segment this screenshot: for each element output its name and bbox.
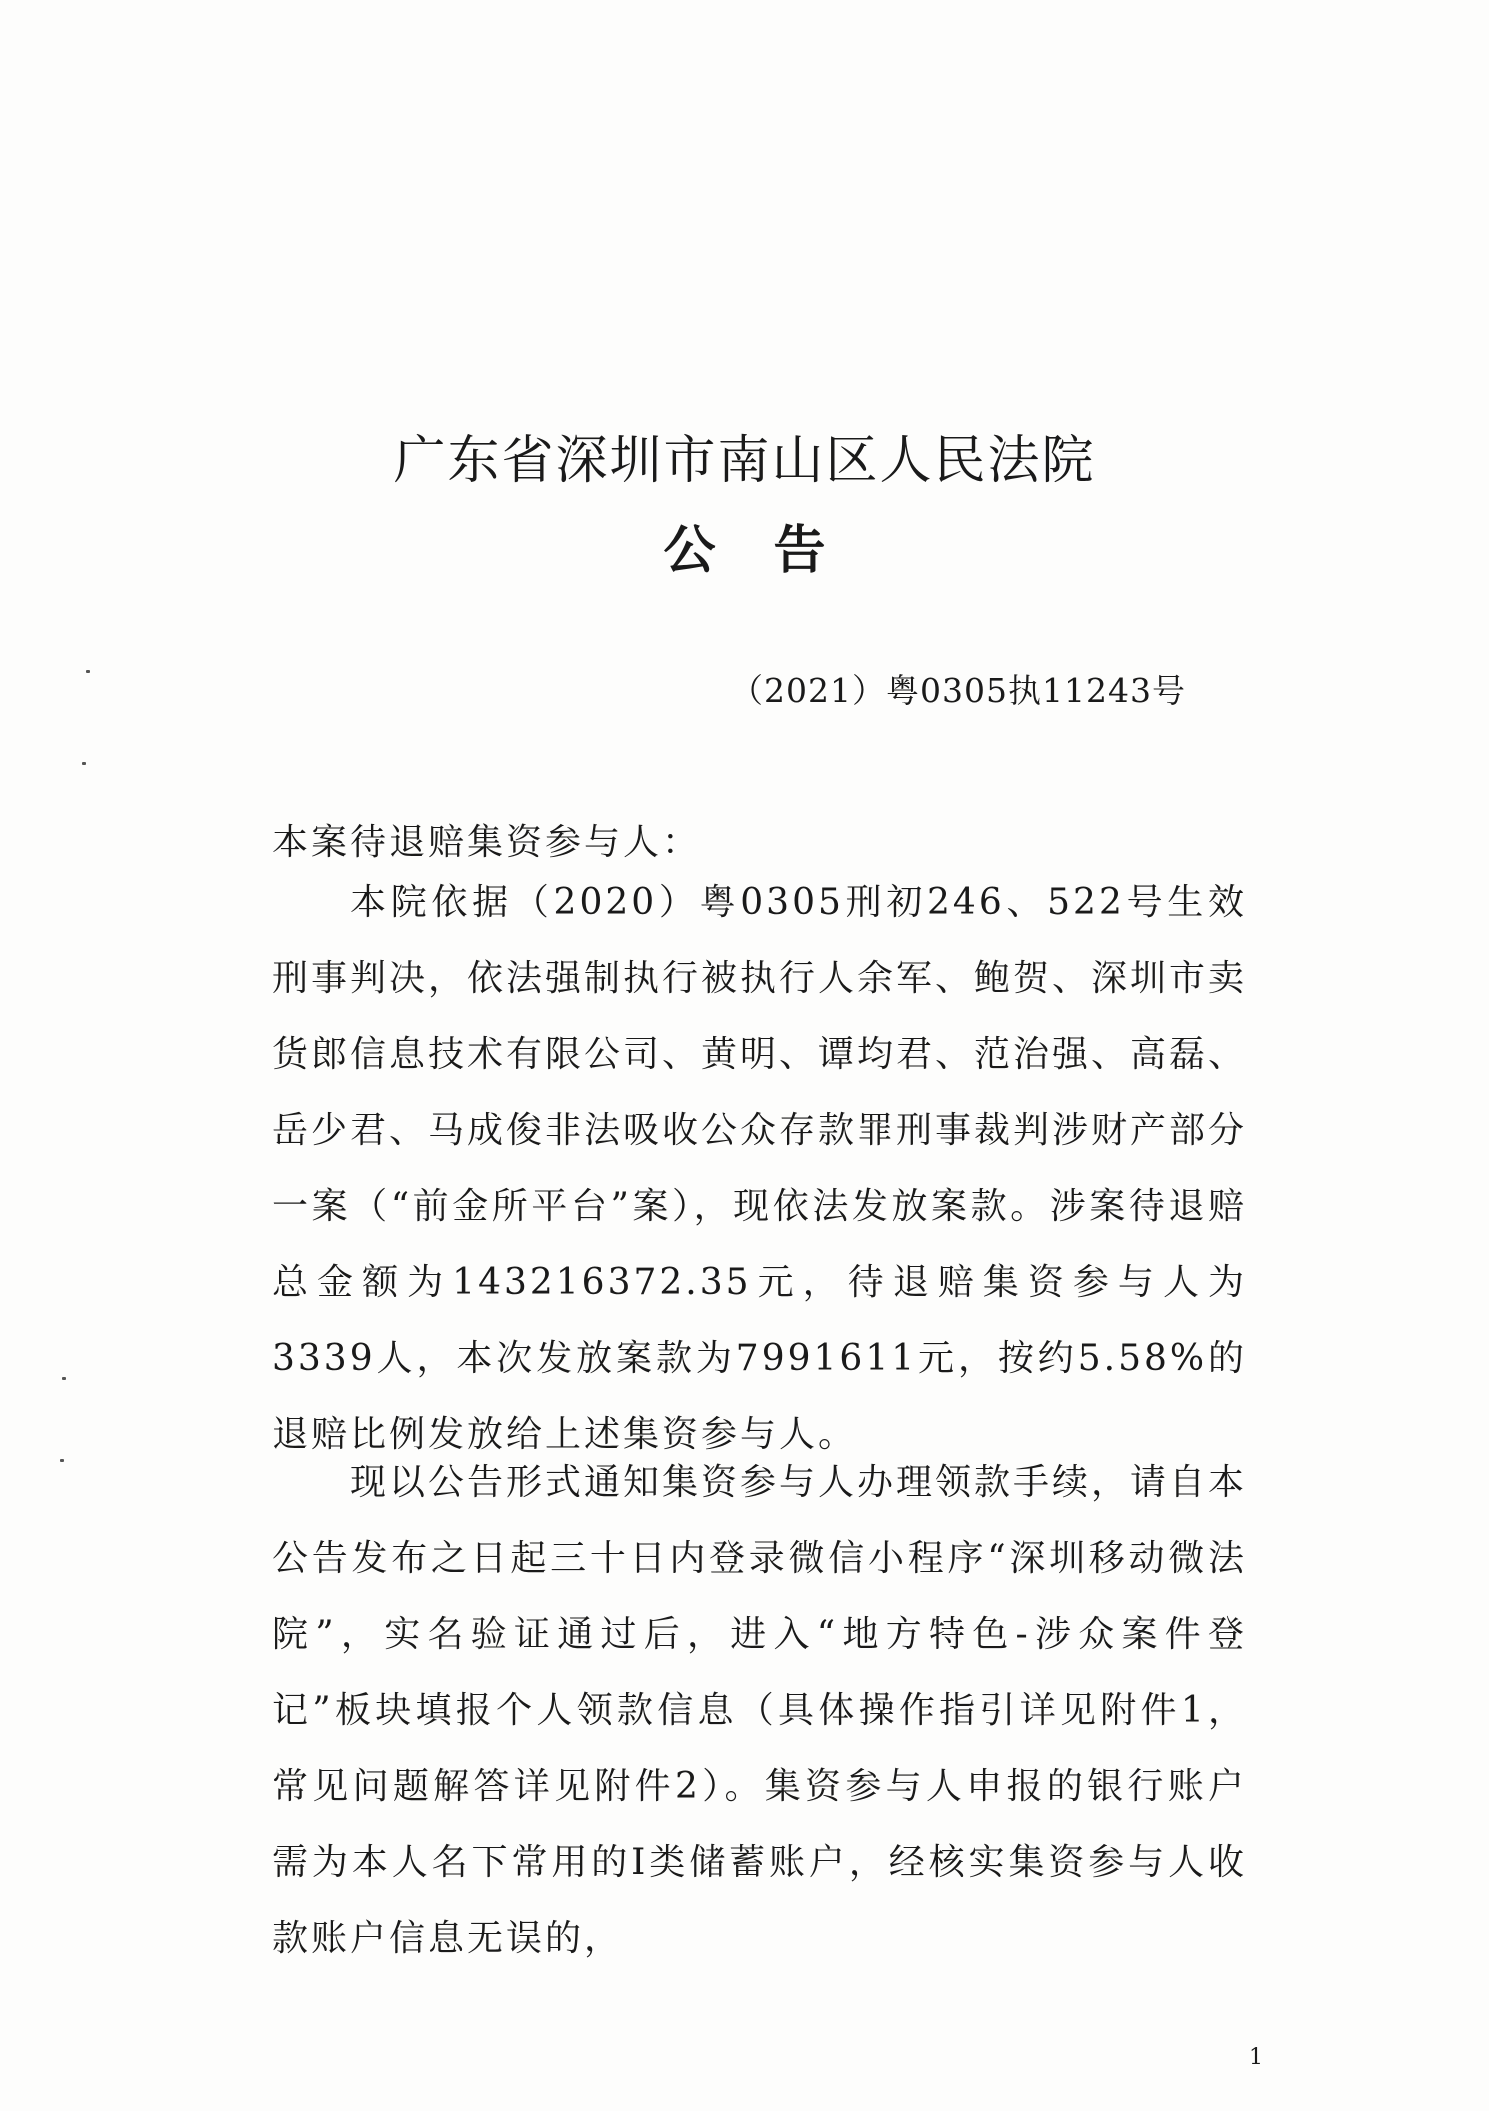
document-title: 公告 (663, 521, 884, 581)
scan-artifact (62, 1377, 66, 1380)
salutation: 本案待退赔集资参与人： (272, 822, 702, 863)
case-number: （2021）粤0305执11243号 (730, 671, 1186, 710)
page-number: 1 (1249, 2045, 1263, 2070)
scan-artifact (86, 670, 90, 673)
body-paragraph: 现以公告形式通知集资参与人办理领款手续，请自本公告发布之日起三十日内登录微信小程序“深圳移动微法院”，实名验证通过后，进入“地方特色-涉众案件登记”板块填报个人领款信息（具体操作指引详见附件1，常见问题解答详见附件2）。集资参与人申报的银行账户需为本人名下常用的I类储蓄账户，经核实集资参与人收款账户信息无误的， (272, 1462, 1248, 1959)
court-name: 广东省深圳市南山区人民法院 (393, 431, 1096, 491)
scan-artifact (60, 1459, 64, 1462)
scan-artifact (82, 762, 86, 765)
body-paragraph: 本院依据（2020）粤0305刑初246、522号生效刑事判决，依法强制执行被执行人余军、鲍贺、深圳市卖货郎信息技术有限公司、黄明、谭均君、范治强、高磊、岳少君、马成俊非法吸收公众存款罪刑事裁判涉财产部分一案（“前金所平台”案），现依法发放案款。涉案待退赔总金额为143216372.35元，待退赔集资参与人为3339人，本次发放案款为7991611元，按约5.58%的退赔比例发放给上述集资参与人。 (272, 882, 1248, 1455)
